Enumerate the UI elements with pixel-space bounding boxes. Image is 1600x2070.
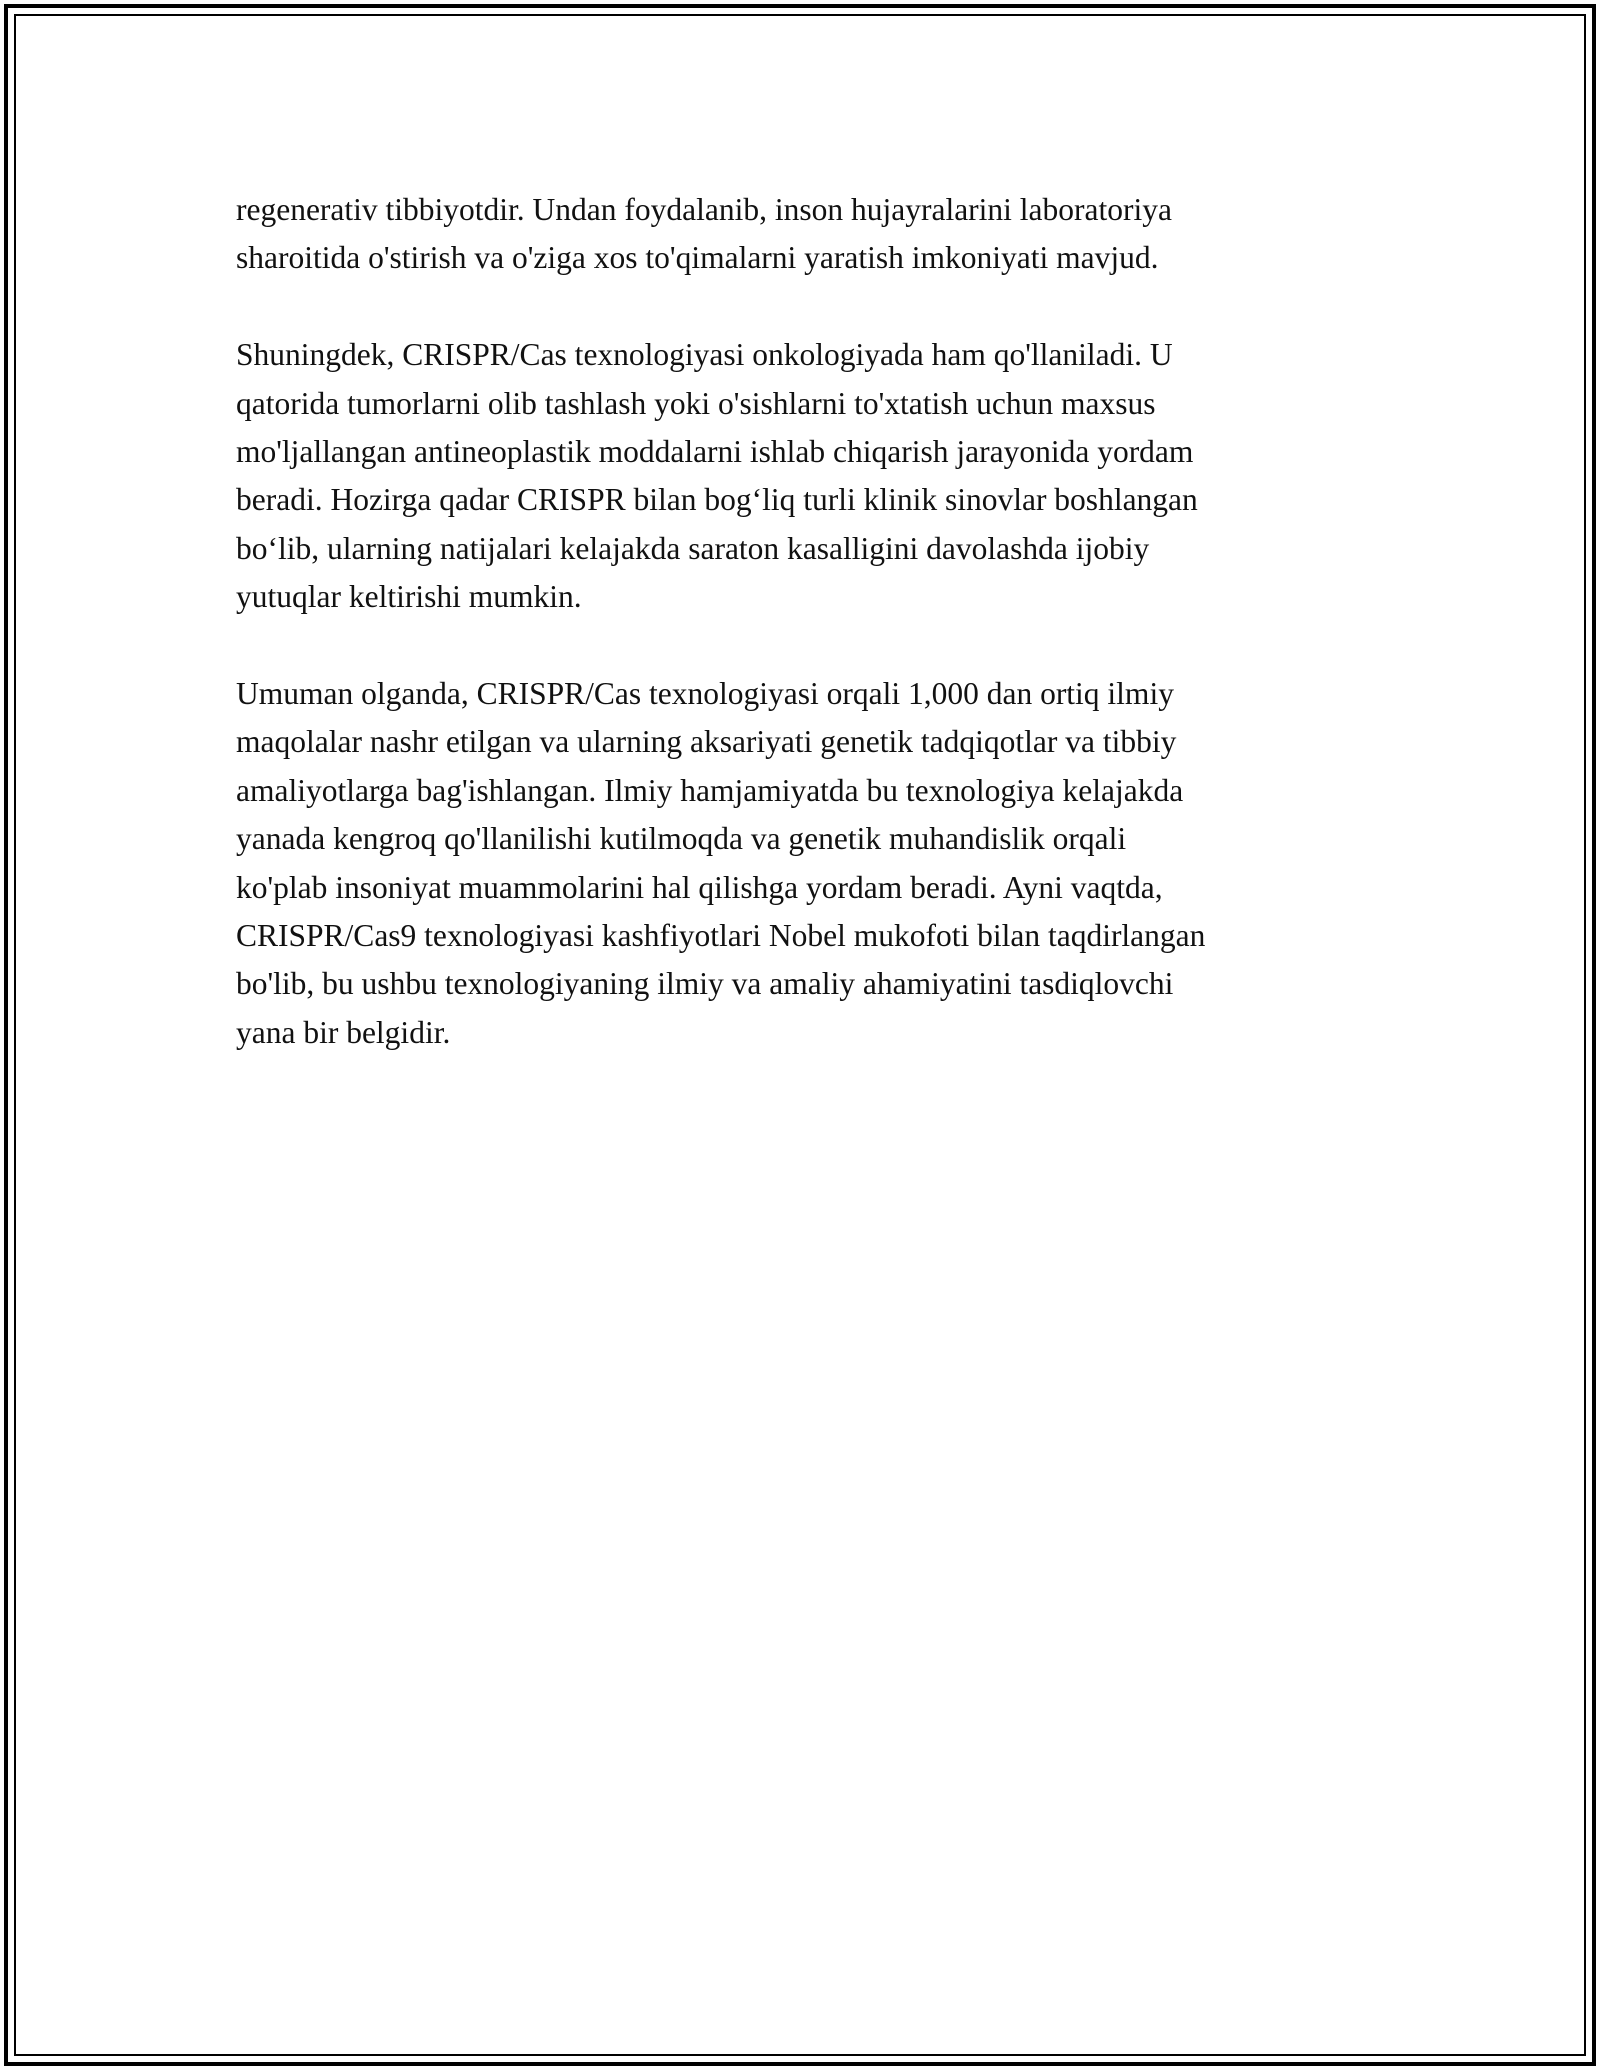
text-line: amaliyotlarga bag'ishlangan. Ilmiy hamjamiyatda bu texnologiya kelajakda xyxy=(236,772,1184,808)
text-line: yana bir belgidir. xyxy=(236,1014,451,1050)
text-line: Umuman olganda, CRISPR/Cas texnologiyasi orqali 1,000 dan ortiq ilmiy xyxy=(236,676,1174,712)
text-line: beradi. Hozirga qadar CRISPR bilan bog‘liq turli klinik sinovlar boshlangan xyxy=(236,482,1198,518)
text-line: Shuningdek, CRISPR/Cas texnologiyasi onkologiyada ham qo'llaniladi. U xyxy=(236,337,1173,373)
text-line: bo‘lib, ularning natijalari kelajakda saraton kasalligini davolashda ijobiy xyxy=(236,530,1150,566)
document-body xyxy=(236,186,1376,1106)
paragraph-regenerative-medicine xyxy=(236,186,1376,283)
text-line: sharoitida o'stirish va o'ziga xos to'qimalarni yaratish imkoniyati mavjud. xyxy=(236,240,1159,276)
text-line: yutuqlar keltirishi mumkin. xyxy=(236,579,582,615)
text-line: qatorida tumorlarni olib tashlash yoki o'sishlarni to'xtatish uchun maxsus xyxy=(236,385,1156,421)
paragraph-conclusion xyxy=(236,670,1376,1057)
text-line: regenerativ tibbiyotdir. Undan foydalanib, inson hujayralarini laboratoriya xyxy=(236,192,1172,227)
paragraph-oncology xyxy=(236,331,1376,621)
text-line: maqolalar nashr etilgan va ularning aksariyati genetik tadqiqotlar va tibbiy xyxy=(236,724,1177,760)
text-line: mo'ljallangan antineoplastik moddalarni ishlab chiqarish jarayonida yordam xyxy=(236,434,1194,470)
text-line: ko'plab insoniyat muammolarini hal qilishga yordam beradi. Ayni vaqtda, xyxy=(236,869,1163,905)
text-line: CRISPR/Cas9 texnologiyasi kashfiyotlari Nobel mukofoti bilan taqdirlangan xyxy=(236,918,1206,954)
text-line: yanada kengroq qo'llanilishi kutilmoqda va genetik muhandislik orqali xyxy=(236,821,1127,857)
text-line: bo'lib, bu ushbu texnologiyaning ilmiy va amaliy ahamiyatini tasdiqlovchi xyxy=(236,966,1174,1002)
